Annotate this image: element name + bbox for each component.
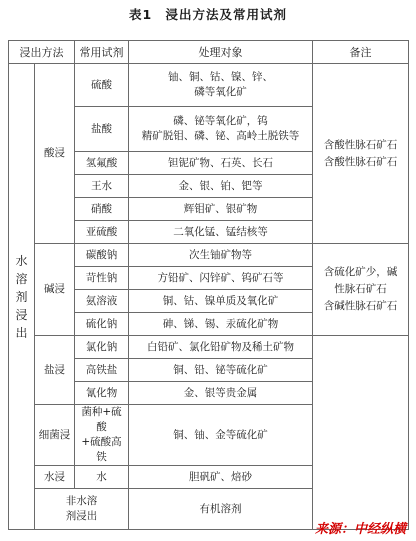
table-caption: 浸出方法及常用试剂 [165,7,288,22]
cell-line: 碳酸钠 [85,248,118,261]
cell-line: 硫化钠 [85,317,118,330]
table-row [9,244,409,267]
cell-line: 胆矾矿、焙砂 [189,470,252,483]
cell-line: 氢氟酸 [85,156,118,169]
target-cell [129,267,313,290]
target-cell [129,221,313,244]
target-cell [129,64,313,107]
cell-line: 磷、铋等氧化矿，钨 [173,115,268,127]
target-cell [129,336,313,359]
target-cell [129,290,313,313]
reagent-cell [75,290,129,313]
reagent-cell [75,359,129,382]
cell-line: 辉钼矿、银矿物 [183,202,258,215]
reagent-cell [75,405,129,466]
cell-line: 水 [96,470,107,483]
cell-line: 亚硫酸 [85,225,118,238]
cell-line: 氯化钠 [85,340,118,353]
acid-method-cell: 酸浸 [35,64,75,244]
cell-line: 硝酸 [91,202,112,215]
header-row [9,41,409,64]
cell-line: 苛性钠 [85,271,118,284]
header-reagent: 常用试剂 [75,41,129,64]
cell-line: 砷、锑、锡、汞硫化矿物 [162,317,279,330]
cell-line: 次生铀矿物等 [189,248,252,261]
reagent-cell [75,466,129,489]
target-cell [129,466,313,489]
target-cell [129,405,313,466]
reagent-cell [75,313,129,336]
target-cell [129,175,313,198]
target-cell [129,244,313,267]
cell-line: 含酸性脉石矿石 [323,155,398,168]
reagent-cell [75,175,129,198]
cell-line: 白铅矿、氯化铅矿物及稀土矿物 [147,340,294,353]
header-method: 浸出方法 [9,41,75,64]
cell-line: 剂浸出 [65,510,98,522]
table-row [9,336,409,359]
reagent-cell [75,64,129,107]
cell-line: 高铁盐 [85,363,118,376]
salt-method-cell: 盐浸 [35,336,75,405]
table-body [9,64,409,530]
reagent-cell [75,152,129,175]
cell-line: 盐酸 [91,122,112,135]
cell-line: 铜、铀、金等硫化矿 [173,428,268,441]
reagent-cell [75,198,129,221]
reagent-cell [75,267,129,290]
cell-line: 氰化物 [85,386,118,399]
cell-line: 精矿脱钼、磷、铋、高岭土脱铁等 [141,130,300,142]
cell-line: 硫酸 [91,78,112,91]
cell-line: 金、银等贵金属 [183,386,258,399]
cell-line: 有机溶剂 [199,502,242,515]
cell-line: 钽铌矿物、石英、长石 [168,156,273,169]
reagent-cell [129,489,313,530]
cell-line: 氨溶液 [85,294,118,307]
nonwater-method-cell [35,489,129,530]
acid-note-cell [313,64,409,244]
alkali-method-cell: 碱浸 [35,244,75,336]
cell-line: 非水溶 [65,495,98,507]
cell-line: 含碱性脉石矿石 [323,300,398,312]
leaching-methods-table [8,40,409,530]
target-cell [129,382,313,405]
cell-line: 含酸性脉石矿石 [323,138,398,151]
water-solvent-leaching-cell [9,64,35,530]
water-method-cell: 水浸 [35,466,75,489]
water-solvent-label: 水溶剂浸出 [15,253,28,340]
cell-line: 金、银、铂、钯等 [178,179,263,192]
cell-line: 方铅矿、闪锌矿、钨矿石等 [157,271,284,284]
reagent-cell [75,244,129,267]
header-target: 处理对象 [129,41,313,64]
cell-line: +硫酸高铁 [81,436,122,463]
cell-line: 性脉石矿石 [334,283,387,295]
table-title [0,5,416,23]
reagent-cell [75,382,129,405]
cell-line: 铜、铅、铋等硫化矿 [173,363,268,376]
cell-line: 铀、铜、钴、镍、锌、 [168,71,273,83]
reagent-cell [75,221,129,244]
header-note: 备注 [313,41,409,64]
target-cell [129,107,313,152]
reagent-cell [75,107,129,152]
table-number: 表1 [128,7,153,22]
cell-line: 含硫化矿少，碱 [323,266,398,278]
target-cell [129,359,313,382]
target-cell [129,313,313,336]
table-row [9,64,409,107]
cell-line: 二氧化锰、锰结核等 [173,225,268,238]
target-cell [129,152,313,175]
cell-line: 磷等氧化矿 [194,86,247,98]
alkali-note-cell [313,244,409,336]
source-watermark: 来源：中经纵横 [314,522,406,537]
cell-line: 铜、钴、镍单质及氧化矿 [162,294,279,307]
target-cell [129,198,313,221]
bacteria-method-cell: 细菌浸 [35,405,75,466]
cell-line: 王水 [91,179,112,192]
reagent-cell [75,336,129,359]
empty-note-cell [313,336,409,530]
cell-line: 菌种+硫酸 [81,406,122,433]
